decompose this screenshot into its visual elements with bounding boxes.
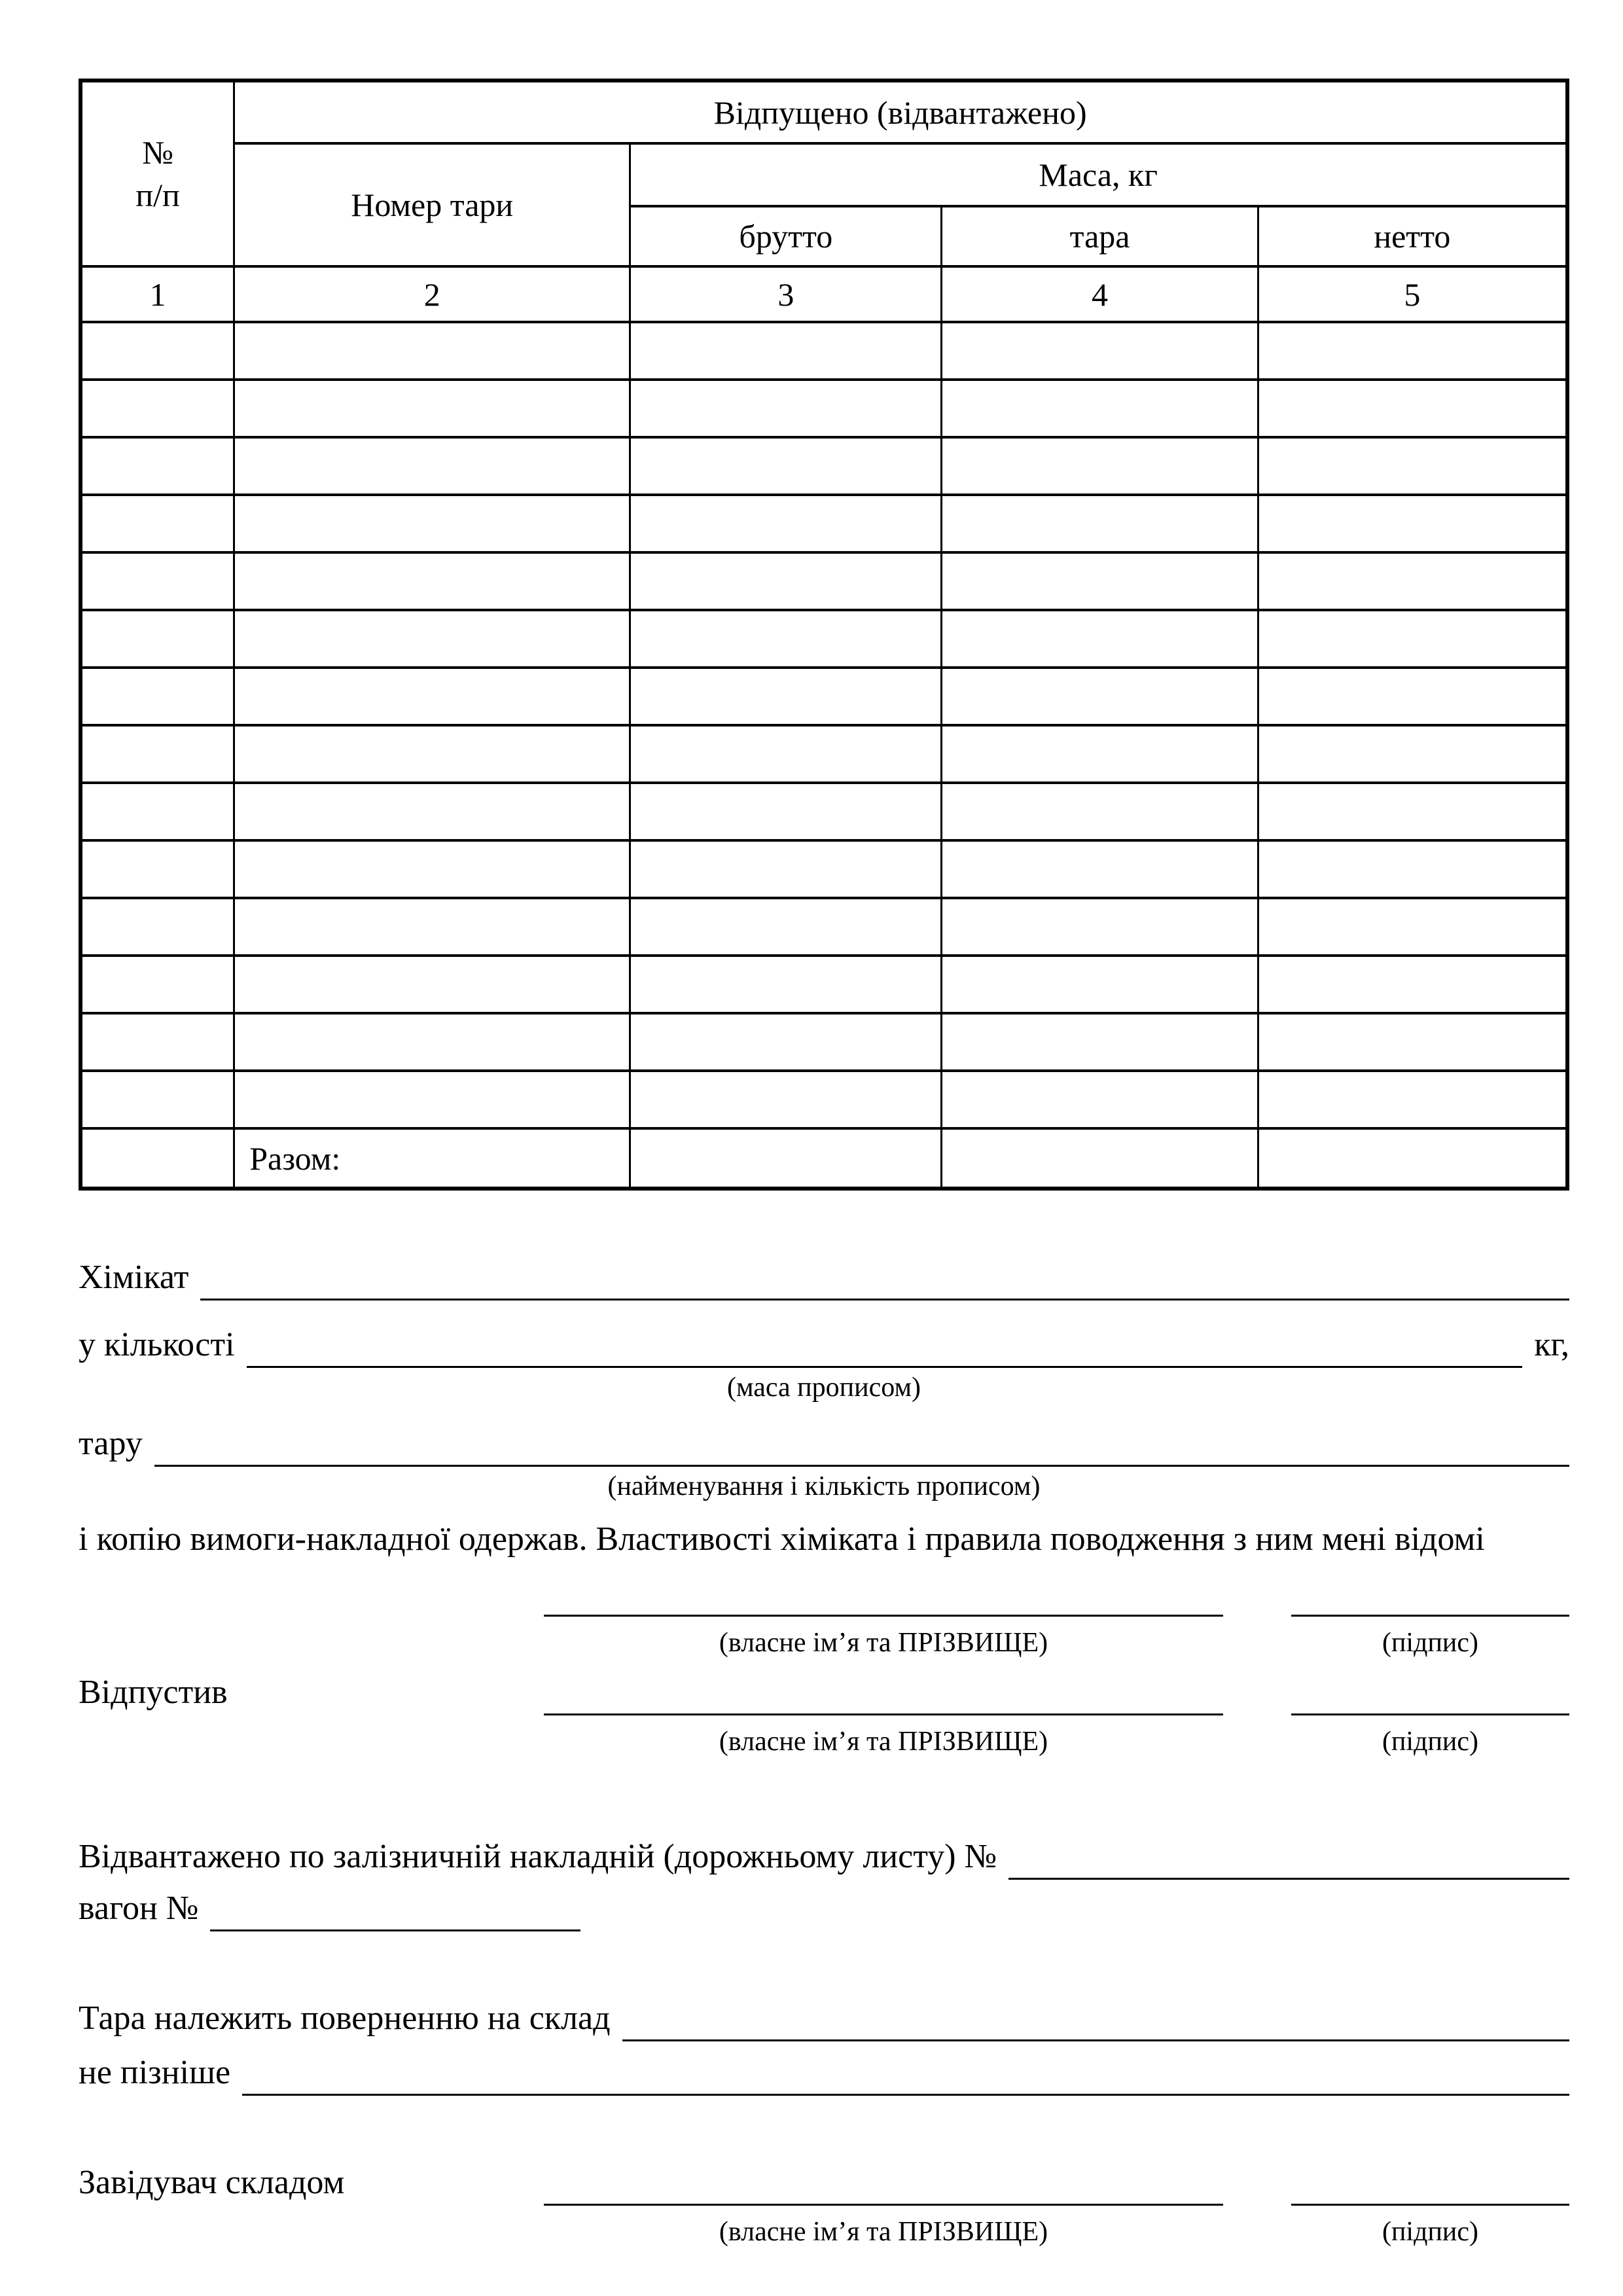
table-empty-cell[interactable]: [630, 322, 942, 380]
table-empty-cell[interactable]: [942, 1071, 1258, 1128]
table-empty-cell[interactable]: [1258, 437, 1567, 495]
quantity-label: у кількості: [79, 1326, 235, 1363]
column-number-cell: 1: [80, 266, 234, 322]
no-later-blank-line[interactable]: [242, 2048, 1569, 2096]
table-empty-cell[interactable]: [234, 437, 630, 495]
table-empty-cell[interactable]: [1258, 783, 1567, 840]
table-empty-cell[interactable]: [630, 437, 942, 495]
waybill-number-blank-line[interactable]: [1008, 1832, 1569, 1880]
table-empty-cell[interactable]: [1258, 552, 1567, 610]
shipped-label: Відвантажено по залізничній накладній (дорожньому листу) №: [79, 1838, 997, 1875]
table-header-row-2: [80, 143, 1567, 206]
warehouse-manager-spacer: [79, 2160, 544, 2206]
table-row: [80, 956, 1567, 1013]
table-empty-cell[interactable]: [80, 1071, 234, 1128]
quantity-row: [79, 1320, 1569, 1368]
tare-header-cell: тара: [942, 206, 1258, 266]
table-empty-cell[interactable]: [1258, 1071, 1567, 1128]
table-empty-cell[interactable]: [942, 725, 1258, 783]
received-statement: і копію вимоги-накладної одержав. Властивості хіміката і правила поводження з ним мені відомі: [79, 1520, 1485, 1558]
table-empty-cell[interactable]: [1258, 668, 1567, 725]
container-return-label: Тара належить поверненню на склад: [79, 2000, 611, 2037]
signature-caption: (підпис): [1382, 2217, 1479, 2247]
container-return-blank-line[interactable]: [622, 1994, 1569, 2041]
table-empty-cell[interactable]: [80, 437, 234, 495]
table-empty-cell[interactable]: [630, 783, 942, 840]
table-empty-cell[interactable]: [1258, 610, 1567, 668]
table-empty-cell[interactable]: [80, 956, 234, 1013]
table-empty-cell[interactable]: [234, 668, 630, 725]
table-empty-cell[interactable]: [234, 495, 630, 552]
released-by-signature-blank-line[interactable]: [1291, 1668, 1569, 1715]
table-empty-cell[interactable]: [942, 552, 1258, 610]
table-empty-cell[interactable]: [942, 668, 1258, 725]
table-empty-cell[interactable]: [942, 956, 1258, 1013]
table-empty-cell[interactable]: [80, 725, 234, 783]
table-row: [80, 610, 1567, 668]
table-empty-cell[interactable]: [630, 495, 942, 552]
table-empty-cell[interactable]: [234, 1013, 630, 1071]
chemical-row: [79, 1253, 1569, 1300]
column-numbers-row: [80, 266, 1567, 322]
column-number-cell: 2: [234, 266, 630, 322]
warehouse-manager-name-blank-line[interactable]: [544, 2158, 1223, 2206]
released-by-signature-captions: [79, 1725, 1569, 1759]
table-row: [80, 668, 1567, 725]
table-row: [80, 380, 1567, 437]
wagon-row: [79, 1884, 1569, 1931]
mass-caption: (маса прописом): [726, 1372, 921, 1403]
table-row: [80, 898, 1567, 956]
column-number-cell: 3: [630, 266, 942, 322]
table-empty-cell[interactable]: [630, 725, 942, 783]
table-empty-cell[interactable]: [630, 1071, 942, 1128]
table-empty-cell[interactable]: [80, 1128, 234, 1189]
table-empty-cell[interactable]: [630, 1128, 942, 1189]
receiver-signature-captions: [79, 1626, 1569, 1660]
table-empty-cell[interactable]: [80, 495, 234, 552]
table-empty-cell[interactable]: [80, 322, 234, 380]
container-row: [79, 1419, 1569, 1467]
table-empty-cell[interactable]: [80, 840, 234, 898]
table-empty-cell[interactable]: [942, 1128, 1258, 1189]
receiver-signature-blank-line[interactable]: [1291, 1569, 1569, 1617]
no-later-row: [79, 2048, 1569, 2096]
row-number-header-cell: [80, 81, 234, 266]
table-empty-cell[interactable]: [1258, 1128, 1567, 1189]
table-empty-cell[interactable]: [942, 380, 1258, 437]
name-caption: (власне ім’я та ПРІЗВИЩЕ): [719, 1628, 1048, 1658]
table-empty-cell[interactable]: [942, 437, 1258, 495]
net-header-cell: нетто: [1258, 206, 1567, 266]
container-number-header-cell: Номер тари: [234, 143, 630, 266]
total-row: [80, 1128, 1567, 1189]
table-empty-cell[interactable]: [1258, 956, 1567, 1013]
table-empty-cell[interactable]: [234, 725, 630, 783]
table-empty-cell[interactable]: [234, 552, 630, 610]
table-empty-cell[interactable]: [942, 610, 1258, 668]
table-empty-cell[interactable]: [1258, 840, 1567, 898]
container-label: тару: [79, 1425, 143, 1462]
table-empty-cell[interactable]: [80, 552, 234, 610]
table-row: [80, 495, 1567, 552]
quantity-blank-line[interactable]: [247, 1320, 1523, 1368]
table-empty-cell[interactable]: [80, 610, 234, 668]
table-empty-cell[interactable]: [630, 380, 942, 437]
table-row: [80, 1071, 1567, 1128]
signature-caption: (підпис): [1382, 1727, 1479, 1757]
kg-suffix: кг,: [1534, 1326, 1569, 1363]
table-empty-cell[interactable]: [234, 783, 630, 840]
table-empty-cell[interactable]: [80, 783, 234, 840]
released-by-name-blank-line[interactable]: [544, 1668, 1223, 1715]
table-row: [80, 552, 1567, 610]
wagon-label: вагон №: [79, 1890, 199, 1927]
warehouse-manager-signature-captions: [79, 2215, 1569, 2249]
table-row: [80, 725, 1567, 783]
released-header-cell: Відпущено (відвантажено): [234, 81, 1567, 143]
table-empty-cell[interactable]: [942, 1013, 1258, 1071]
table-empty-cell[interactable]: [80, 380, 234, 437]
container-blank-line[interactable]: [154, 1419, 1569, 1467]
table-row: [80, 437, 1567, 495]
table-empty-cell[interactable]: [942, 322, 1258, 380]
column-number-cell: 4: [942, 266, 1258, 322]
table-empty-cell[interactable]: [1258, 322, 1567, 380]
table-row: [80, 783, 1567, 840]
table-empty-cell[interactable]: [234, 322, 630, 380]
table-empty-cell[interactable]: [942, 840, 1258, 898]
receiver-signature-row: [79, 1569, 1569, 1617]
mass-header-cell: Маса, кг: [630, 143, 1567, 206]
container-return-row: [79, 1994, 1569, 2041]
released-by-signature-row: [79, 1668, 1569, 1715]
table-empty-cell[interactable]: [234, 1071, 630, 1128]
column-number-cell: 5: [1258, 266, 1567, 322]
name-caption: (власне ім’я та ПРІЗВИЩЕ): [719, 1727, 1048, 1757]
warehouse-manager-label: Завідувач складом: [79, 2164, 345, 2201]
table-empty-cell[interactable]: [1258, 380, 1567, 437]
row-number-header-line1: №: [142, 134, 173, 171]
release-table: [79, 79, 1569, 1191]
table-empty-cell[interactable]: [80, 1013, 234, 1071]
table-empty-cell[interactable]: [630, 552, 942, 610]
table-empty-rows: [80, 322, 1567, 1128]
table-header-row-1: [80, 81, 1567, 143]
table-empty-cell[interactable]: [630, 1013, 942, 1071]
table-empty-cell[interactable]: [1258, 495, 1567, 552]
warehouse-manager-signature-blank-line[interactable]: [1291, 2158, 1569, 2206]
total-label-cell: Разом:: [234, 1128, 630, 1189]
table-empty-cell[interactable]: [234, 610, 630, 668]
chemical-label: Хімікат: [79, 1259, 189, 1296]
table-empty-cell[interactable]: [630, 840, 942, 898]
no-later-label: не пізніше: [79, 2054, 231, 2091]
name-caption: (власне ім’я та ПРІЗВИЩЕ): [719, 2217, 1048, 2247]
shipped-row: [79, 1832, 1569, 1880]
container-caption: (найменування і кількість прописом): [607, 1471, 1041, 1501]
table-empty-cell[interactable]: [630, 610, 942, 668]
gross-header-cell: брутто: [630, 206, 942, 266]
wagon-number-blank-line[interactable]: [210, 1884, 580, 1931]
table-empty-cell[interactable]: [1258, 1013, 1567, 1071]
table-empty-cell[interactable]: [630, 956, 942, 1013]
table-empty-cell[interactable]: [234, 840, 630, 898]
released-by-spacer: [79, 1670, 544, 1715]
table-empty-cell[interactable]: [1258, 725, 1567, 783]
table-empty-cell[interactable]: [80, 898, 234, 956]
table-row: [80, 840, 1567, 898]
table-empty-cell[interactable]: [1258, 898, 1567, 956]
receiver-name-blank-line[interactable]: [544, 1569, 1223, 1617]
table-empty-cell[interactable]: [234, 898, 630, 956]
table-empty-cell[interactable]: [630, 668, 942, 725]
released-by-label: Відпустив: [79, 1674, 228, 1711]
row-number-header-line2: п/п: [135, 176, 180, 213]
signature-caption: (підпис): [1382, 1628, 1479, 1658]
table-empty-cell[interactable]: [942, 783, 1258, 840]
table-empty-cell[interactable]: [80, 668, 234, 725]
table-empty-cell[interactable]: [630, 898, 942, 956]
table-row: [80, 322, 1567, 380]
warehouse-manager-signature-row: [79, 2158, 1569, 2206]
table-empty-cell[interactable]: [234, 380, 630, 437]
chemical-blank-line[interactable]: [200, 1253, 1569, 1300]
table-empty-cell[interactable]: [234, 956, 630, 1013]
table-row: [80, 1013, 1567, 1071]
table-empty-cell[interactable]: [942, 898, 1258, 956]
table-empty-cell[interactable]: [942, 495, 1258, 552]
